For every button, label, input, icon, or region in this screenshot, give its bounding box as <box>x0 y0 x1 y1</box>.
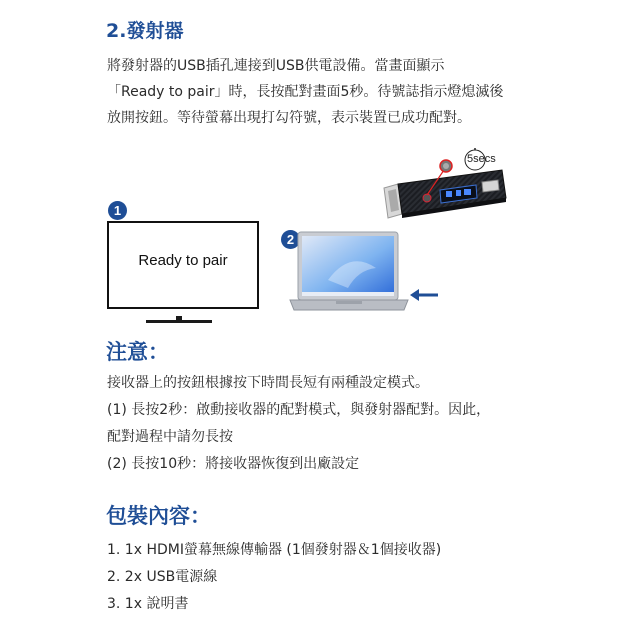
timer-label: 5secs <box>467 153 496 165</box>
tv-screen-text: Ready to pair <box>138 252 228 269</box>
paragraph-line: 將發射器的USB插孔連接到USB供電設備。當畫面顯示 <box>107 58 445 74</box>
package-title: 包裝內容： <box>106 504 211 528</box>
notice-line: (1) 長按2秒：啟動接收器的配對模式，與發射器配對。因此， <box>107 402 491 418</box>
step-1-badge: 1 <box>108 201 127 220</box>
tv-stand <box>146 309 212 317</box>
package-item: 3. 1x 說明書 <box>107 596 189 612</box>
laptop-icon <box>288 230 410 316</box>
notice-title: 注意： <box>106 340 169 364</box>
notice-line: 接收器上的按鈕根據按下時間長短有兩種設定模式。 <box>107 375 429 391</box>
paragraph-line: 放開按鈕。等待螢幕出現打勾符號，表示裝置已成功配對。 <box>107 110 471 126</box>
section-title: 2.發射器 <box>106 20 184 42</box>
package-item: 2. 2x USB電源線 <box>107 569 218 585</box>
step-2-badge: 2 <box>281 230 300 249</box>
notice-line: 配對過程中請勿長按 <box>107 429 233 445</box>
notice-line: (2) 長按10秒：將接收器恢復到出廠設定 <box>107 456 360 472</box>
left-arrow-icon <box>408 286 440 304</box>
package-item: 1. 1x HDMI螢幕無線傳輸器 (1個發射器＆1個接收器) <box>107 542 442 558</box>
tv-icon <box>107 221 259 309</box>
paragraph-line: 「Ready to pair」時，長按配對畫面5秒。待號誌指示燈熄滅後 <box>107 84 504 100</box>
